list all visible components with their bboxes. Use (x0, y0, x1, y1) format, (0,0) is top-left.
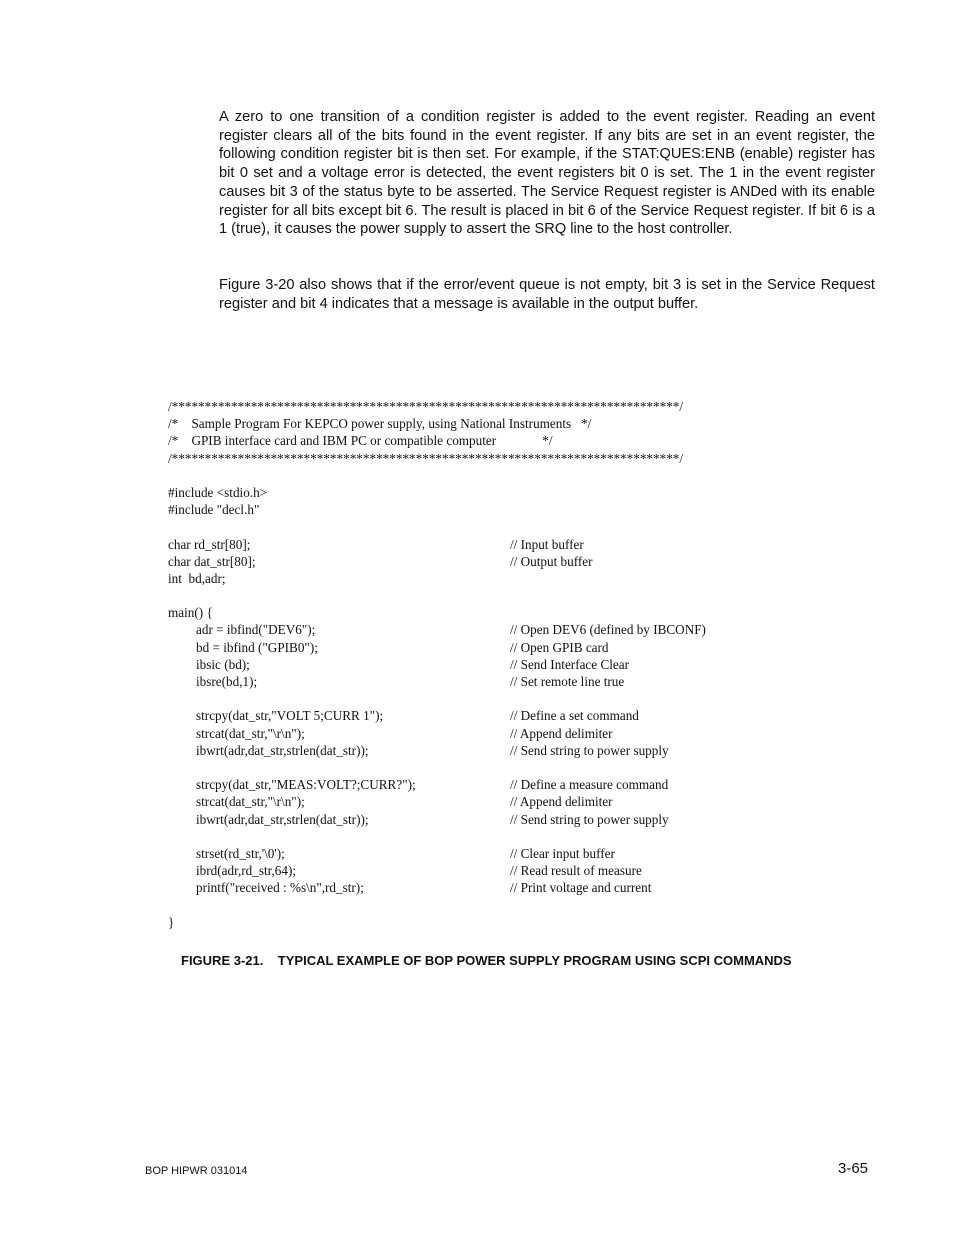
code-comment: // Read result of measure (510, 863, 642, 879)
code-line (168, 484, 788, 501)
code-text: #include <stdio.h> (168, 484, 268, 500)
code-comment: // Output buffer (510, 553, 593, 569)
code-line (168, 828, 788, 845)
code-text: main() { (168, 605, 213, 621)
code-line (168, 587, 788, 604)
code-comment: // Append delimiter (510, 794, 613, 810)
code-line (168, 450, 788, 467)
code-text: /*****************************************************************************/ (168, 399, 684, 414)
code-text: /*****************************************************************************/ (168, 450, 684, 466)
code-text: int bd,adr; (168, 570, 226, 586)
code-line (168, 432, 788, 449)
body-paragraph-2: Figure 3-20 also shows that if the error/event queue is not empty, bit 3 is set in the Service Request register and bit 4 indicates that a message is available in the output buffer. (219, 277, 875, 312)
code-text: strcpy(dat_str,"VOLT 5;CURR 1"); (196, 708, 384, 724)
footer-doc-id: BOP HIPWR 031014 (145, 1165, 248, 1177)
code-text: ibwrt(adr,dat_str,strlen(dat_str)); (196, 742, 369, 758)
code-comment: // Print voltage and current (510, 880, 652, 896)
code-comment: // Send string to power supply (510, 742, 669, 758)
code-line (168, 570, 788, 587)
code-text: adr = ibfind("DEV6"); (196, 622, 316, 638)
body-paragraph-1: A zero to one transition of a condition register is added to the event register. Reading an event register clears all of the bits found in the event register. If any bits are set in an event register, the following condition register bit is then set. For example, if the STAT:QUES:ENB (enable) register has bit 0 set and a voltage error is detected, the event registers bit 0 is set. The 1 in the event register causes bit 3 of the status byte to be asserted. The Service Request register is ANDed with its enable register for all bits except bit 6. The result is placed in bit 6 of the Service Request register. If bit 6 is a 1 (true), it causes the power supply to assert the SRQ line to the host controller. (219, 109, 875, 238)
code-text: printf("received : %s\n",rd_str); (196, 880, 364, 896)
code-text: ibwrt(adr,dat_str,strlen(dat_str)); (196, 811, 369, 827)
code-text: ibrd(adr,rd_str,64); (196, 863, 297, 879)
code-line (168, 742, 788, 759)
code-comment: // Send Interface Clear (510, 656, 629, 672)
code-line (168, 536, 788, 553)
code-line (168, 914, 788, 931)
code-text: strcat(dat_str,"\r\n"); (196, 725, 305, 741)
code-line (168, 656, 788, 673)
code-line (168, 690, 788, 707)
code-comment: // Append delimiter (510, 725, 613, 741)
code-line (168, 707, 788, 724)
code-line (168, 518, 788, 535)
code-text: ibsre(bd,1); (196, 674, 258, 689)
code-comment: // Define a set command (510, 708, 639, 724)
code-text: /* Sample Program For KEPCO power supply, using National Instruments */ (168, 416, 592, 432)
code-comment: // Open GPIB card (510, 639, 609, 655)
figure-caption: FIGURE 3-21. TYPICAL EXAMPLE OF BOP POWER SUPPLY PROGRAM USING SCPI COMMANDS (181, 953, 792, 968)
code-comment: // Send string to power supply (510, 811, 669, 827)
code-line (168, 845, 788, 862)
code-line (168, 501, 788, 518)
code-comment: // Clear input buffer (510, 845, 615, 861)
code-line (168, 415, 788, 432)
code-text: char dat_str[80]; (168, 553, 256, 569)
code-line (168, 896, 788, 913)
code-line (168, 811, 788, 828)
code-listing (168, 398, 788, 931)
code-line (168, 621, 788, 638)
code-line (168, 553, 788, 570)
code-text: strcpy(dat_str,"MEAS:VOLT?;CURR?"); (196, 777, 416, 793)
code-line (168, 467, 788, 484)
code-line (168, 879, 788, 896)
code-text: ibsic (bd); (196, 656, 250, 672)
code-text: strcat(dat_str,"\r\n"); (196, 794, 305, 810)
code-line (168, 639, 788, 656)
code-line (168, 776, 788, 793)
code-comment: // Input buffer (510, 536, 584, 552)
code-line (168, 725, 788, 742)
code-text: } (168, 914, 175, 930)
code-text: bd = ibfind ("GPIB0"); (196, 639, 318, 655)
code-comment: // Set remote line true (510, 674, 625, 689)
code-text: /* GPIB interface card and IBM PC or compatible computer */ (168, 433, 553, 449)
page-number: 3-65 (838, 1160, 869, 1177)
code-text: char rd_str[80]; (168, 536, 251, 552)
code-text: strset(rd_str,'\0'); (196, 845, 285, 861)
code-line (168, 862, 788, 879)
code-line (168, 604, 788, 621)
code-comment: // Open DEV6 (defined by IBCONF) (510, 622, 706, 638)
code-line (168, 673, 788, 690)
code-line (168, 793, 788, 810)
code-comment: // Define a measure command (510, 777, 669, 793)
code-line (168, 759, 788, 776)
code-line (168, 398, 788, 415)
code-text: #include "decl.h" (168, 502, 260, 518)
